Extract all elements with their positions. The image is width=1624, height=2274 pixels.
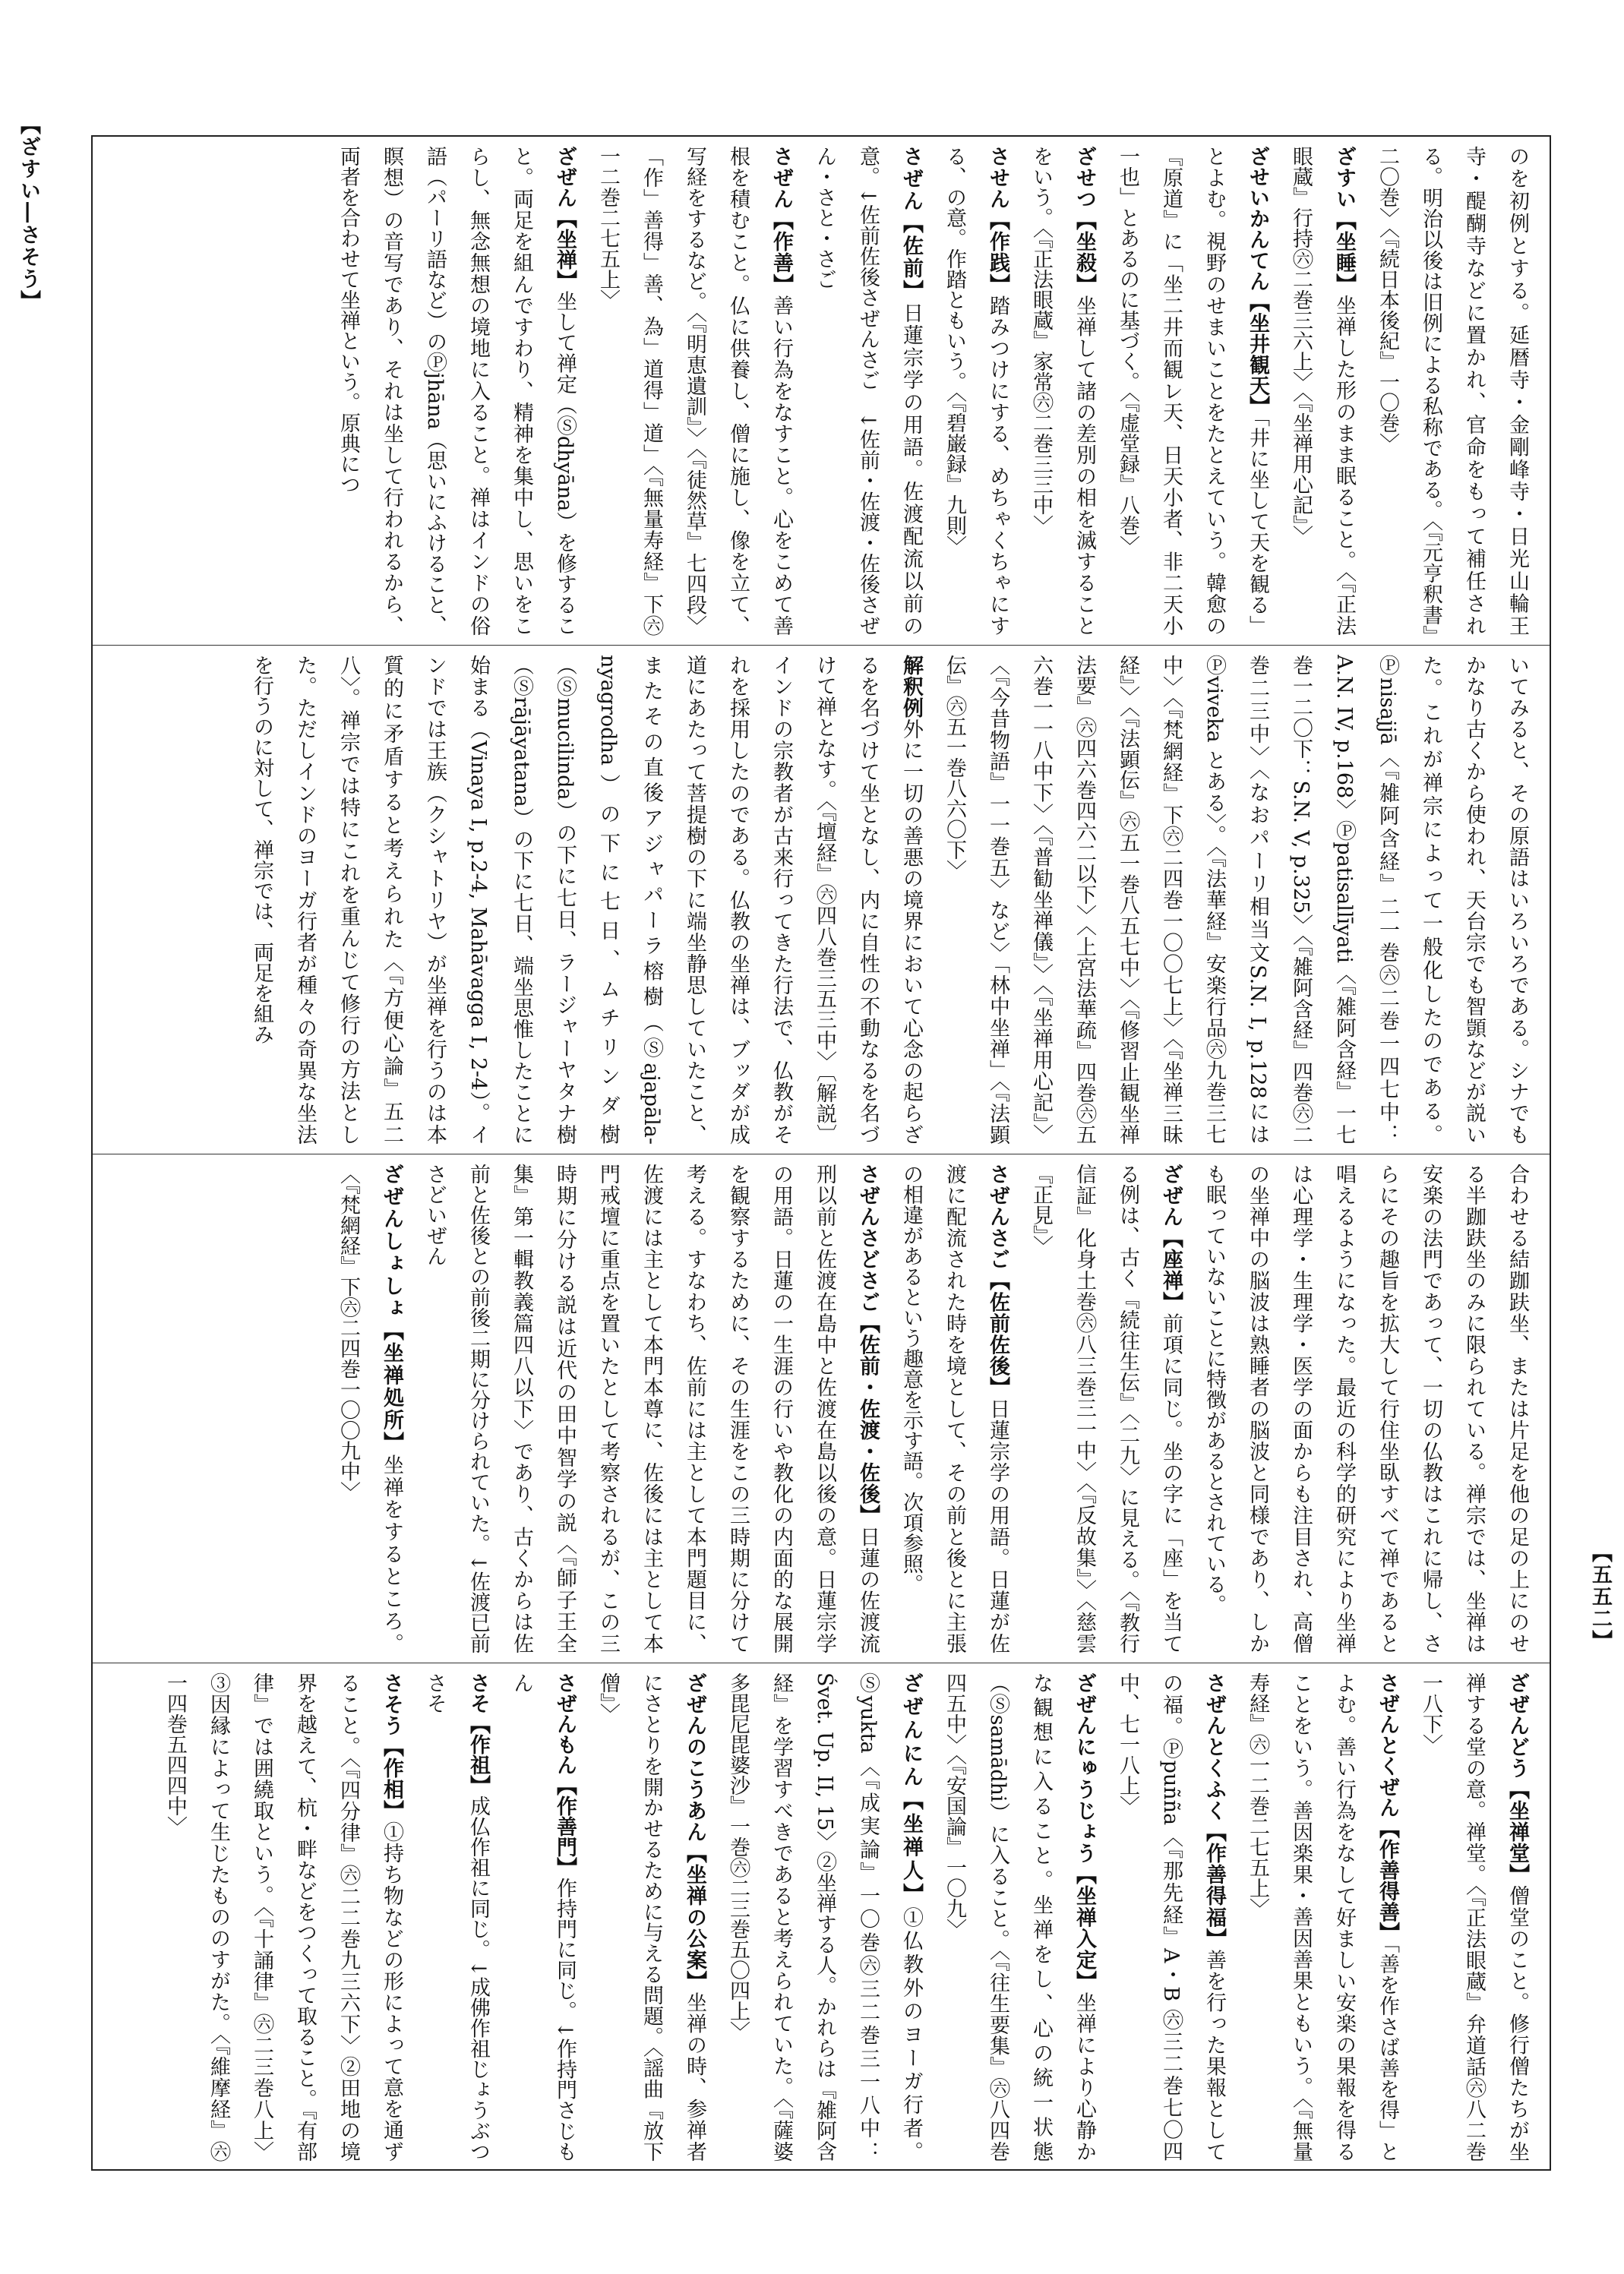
headword: さそう【作相】	[380, 1672, 403, 1822]
entry: ざせつ【坐殺】坐禅して諸の差別の相を滅することをいう。〈『正法眼蔵』家常㊅二巻三三中〉	[1029, 146, 1096, 636]
headword: ざせつ【坐殺】	[1073, 146, 1096, 295]
tier-1-text	[108, 146, 1539, 636]
headword: ざぜんのこうあん【坐禅の公案】	[683, 1672, 706, 1992]
entry: ざぜんのこうあん【坐禅の公案】坐禅の時、参禅者にさとりを開かせるために与える問題。〈謡曲『放下僧』〉	[596, 1672, 706, 2162]
tier-4	[93, 1663, 1550, 2171]
headword: ざせいかんてん【坐井観天】	[1246, 146, 1269, 417]
entry: さそう【作相】①持ち物などの形によって意を通ずること。〈『四分律』㊅二二巻九三六下〉②田地の境界を越えて、杭・畔などをつくって取ること。『有部律』では囲繞取という。〈『十誦律』㊅二三巻八上〉③因縁によって生じたもののすがた。〈『維摩経』㊅一四巻五四四中〉	[163, 1672, 403, 2162]
entry: さぜんとくふく【作善得福】善を行った果報としての福。Ⓟpuñña〈『那先経』A・B ㊅三二巻七〇四中、七一八上〉	[1116, 1672, 1226, 2162]
entry: ざぜん【座禅】前項に同じ。坐の字に「座」を当てる例は、古く『続往生伝』〈二九〉に見える。〈『教行信証』化身土巻㊅八三巻三一中〉〈『反故集』〉〈慈雲『正見』〉	[1029, 1164, 1183, 1653]
headword: さぜんさどさご【佐前・佐渡・佐後】	[856, 1164, 880, 1527]
entry: ざすい【坐睡】坐禅した形のまま眠ること。〈『正法眼蔵』行持㊅二巻三六上〉〈『坐禅用心記』〉	[1289, 146, 1356, 636]
entry: さぜん【佐前】日蓮宗学の用語。佐渡配流以前の意。↓佐前佐後さぜんさご ↓佐前・佐渡・佐後さぜん・さと・さご	[813, 146, 923, 636]
tier-4-text	[108, 1672, 1539, 2162]
entry: 解釈例外に一切の善悪の境界において心念の起らざるを名づけて坐となし、内に自性の不動なるを名づけて禅となす。〈『壇経』㊅四八巻三五三中〉〔解説〕インドの宗教者が古来行ってきた行法で、仏教がそれを採用したのである。仏教の坐禅は、ブッダが成道にあたって菩提樹の下に端坐静思していたこと、またその直後アジャパーラ榕樹（Ⓢajapāla-nyagrodha）の下に七日、ムチリンダ樹（Ⓢmucilinda）の下に七日、ラージャーヤタナ樹（Ⓢrājāyatana）の下に七日、端坐思惟したことに始まる（Vinaya I, p.2-4, Mahāvagga I, 2-4）。インドでは王族（クシャトリヤ）が坐禅を行うのは本質的に矛盾すると考えられた〈『方便心論』五二八〉。禅宗では特にこれを重んじて修行の方法とした。ただしインドのヨーガ行者が種々の奇異な坐法を行うのに対して、禅宗では、両足を組み	[250, 655, 923, 1145]
entry: さぜんもん【作善門】作持門に同じ。↓作持門さじもん	[510, 1672, 577, 2162]
entry: ざぜんしょしょ【坐禅処所】坐禅をするところ。〈『梵網経』下㊅二四巻一〇〇九中〉	[336, 1164, 403, 1653]
headword: ざすい【坐睡】	[1332, 146, 1356, 295]
tier-3-text	[108, 1164, 1539, 1653]
headword: さぜんとくふく【作善得福】	[1202, 1672, 1226, 1950]
headword: ざぜん【座禅】	[1159, 1164, 1183, 1313]
tier-2-text	[108, 655, 1539, 1145]
headword: ざぜんしょしょ【坐禅処所】	[380, 1164, 403, 1454]
entry: させん【作践】踏みつけにする、めちゃくちゃにする、の意。作踏ともいう。〈『碧巌録』九則〉	[943, 146, 1009, 636]
page-number: 【五五二】	[1588, 1542, 1612, 1652]
headword: ざぜんにん【坐禅人】	[899, 1672, 923, 1907]
entry: いてみると、その原語はいろいろである。シナでもかなり古くから使われ、天台宗でも智顗などが説いた。これが禅宗によって一般化したのである。Ⓟnisajjā〈『雑阿含経』二一巻㊅二巻一四七中：A.N. IV, p.168〉Ⓟpatisallīyati〈『雑阿含経』一七巻一二〇下：S.N. V, p.325〉〈『雑阿含経』四巻㊅二巻二三中〉〈なおパーリ相当文S.N. I, p.128にはⓅviveka とある〉。〈『法華経』安楽行品㊅九巻三七中〉〈『梵網経』下㊅二四巻一〇〇七上〉〈『坐禅三昧経』〉〈『法顕伝』㊅五一巻八五七中〉〈『修習止観坐禅法要』㊅四六巻四六二以下〉〈上宮法華疏』四巻㊅五六巻一一八中下〉〈『普勧坐禅儀』〉〈『坐禅用心記』〉〈『今昔物語』一一巻五〉など〉「林中坐禅」〈『法顕伝』㊅五一巻八六〇下〉	[943, 655, 1529, 1145]
entry: さぜんさどさご【佐前・佐渡・佐後】日蓮の佐渡流刑以前と佐渡在島中と佐渡在島以後の意。日蓮宗学の用語。日蓮の一生涯の行いや教化の内面的な展開を観察するために、その生涯をこの三時期に分けて考える。すなわち、佐前には主として本門題目に、佐渡には主として本門本尊に、佐後には主として本門戒壇に重点を置いたとして考察されるが、この三時期に分ける説は近代の田中智学の説〈『師子王全集』第一輯教義篇四八以下〉であり、古くからは佐前と佐後との前後二期に分けられていた。↓佐渡已前さどいぜん	[423, 1164, 880, 1653]
headword: さぜんとくぜん【作善得善】	[1376, 1672, 1399, 1944]
headword: さぜんさご【佐前佐後】	[986, 1164, 1009, 1398]
headword: さぜん【佐前】	[899, 146, 923, 302]
entry: ざぜんにゅうじょう【坐禅入定】坐禅により心静かな観想に入ること。坐禅をし、心の統一状態（Ⓢsamādhi）に入ること。〈『往生要集』㊅八四巻四五中〉〈『安国論』一〇九〉	[943, 1672, 1096, 2162]
entry: ざぜんにん【坐禅人】①仏教外のヨーガ行者。Ⓢyukta〈『成実論』一〇巻㊅三二巻三一八中：Śvet. Up. II, 15〉②坐禅する人。かれらは『雑阿含経』を学習すべきであると考えられていた。〈『薩婆多毘尼毘婆沙』一巻㊅二三巻五〇四上〉	[726, 1672, 923, 2162]
tier-1	[93, 137, 1550, 646]
dictionary-page-frame	[91, 135, 1551, 2171]
entry: ざぜん【坐禅】坐して禅定（Ⓢdhyāna）を修すること。両足を組んですわり、精神を集中し、思いをこらし、無念無想の境地に入ること。禅はインドの俗語（パーリ語など）のⓅjhāna（思いにふけること、瞑想）の音写であり、それは坐して行われるから、両者を合わせて坐禅という。原典につ	[336, 146, 577, 636]
headword: ざぜん【坐禅】	[553, 146, 577, 291]
entry: ざぜんどう【坐禅堂】僧堂のこと。修行僧たちが坐禅する堂の意。禅堂。〈『正法眼蔵』弁道話㊅八二巻一八下〉	[1419, 1672, 1529, 2162]
entry: さぜん【作善】善い行為をなすこと。心をこめて善根を積むこと。仏に供養し、僧に施し、像を立て、写経をするなど。〈『明恵遺訓』〉〈『徒然草』七四段〉「作」善得」善、為」道得」道」〈『無量寿経』下㊅一二巻二七五上〉	[596, 146, 793, 636]
headword: さそ【作祖】	[466, 1672, 490, 1796]
entry: さぜんとくぜん【作善得善】「善を作さば善を得」とよむ。善い行為をなして好ましい安楽の果報を得ることをいう。善因楽果・善因善果ともいう。〈『無量寿経』㊅一二巻二七五上〉	[1246, 1672, 1399, 2162]
headword: ざぜんどう【坐禅堂】	[1506, 1672, 1529, 1886]
headword: 解釈例	[899, 655, 923, 719]
header-range: 【ざすい―さそう】	[17, 114, 40, 312]
entry: さそ【作祖】成仏作祖に同じ。↓成佛作祖じょうぶつさそ	[423, 1672, 490, 2162]
entry: 合わせる結跏趺坐、または片足を他の足の上にのせる半跏趺坐のみに限られている。禅宗では、坐禅は安楽の法門であって、一切の仏教はこれに帰し、さらにその趣旨を拡大して行住坐臥すべて禅であると唱えるようになった。最近の科学的研究により坐禅は心理学・生理学・医学の面からも注目され、高僧の坐禅中の脳波は熟睡者の脳波と同様であり、しかも眠っていないことに特徴があるとされている。	[1202, 1164, 1529, 1653]
headword: さぜんもん【作善門】	[553, 1672, 577, 1878]
headword: さぜん【作善】	[769, 146, 793, 295]
tier-2	[93, 646, 1550, 1154]
tier-3	[93, 1154, 1550, 1663]
headword: させん【作践】	[986, 146, 1009, 295]
entry: さぜんさご【佐前佐後】日蓮宗学の用語。日蓮が佐渡に配流された時を境として、その前と後とに主張の相違があるという趣意を示す語。次項参照。	[899, 1164, 1009, 1653]
entry: ざせいかんてん【坐井観天】「井に坐して天を観る」とよむ。視野のせまいことをたとえていう。韓愈の『原道』に「坐二井而観レ天、日天小者、非二天小一也」とあるのに基づく。〈『虚堂録』八巻〉	[1116, 146, 1269, 636]
entry: のを初例とする。延暦寺・金剛峰寺・日光山輪王寺・醍醐寺などに置かれ、官命をもって補任される。明治以後は旧例による私称である。〈『元亨釈書』二〇巻〉〈『続日本後紀』一〇巻〉	[1376, 146, 1529, 636]
headword: ざぜんにゅうじょう【坐禅入定】	[1073, 1672, 1096, 1992]
